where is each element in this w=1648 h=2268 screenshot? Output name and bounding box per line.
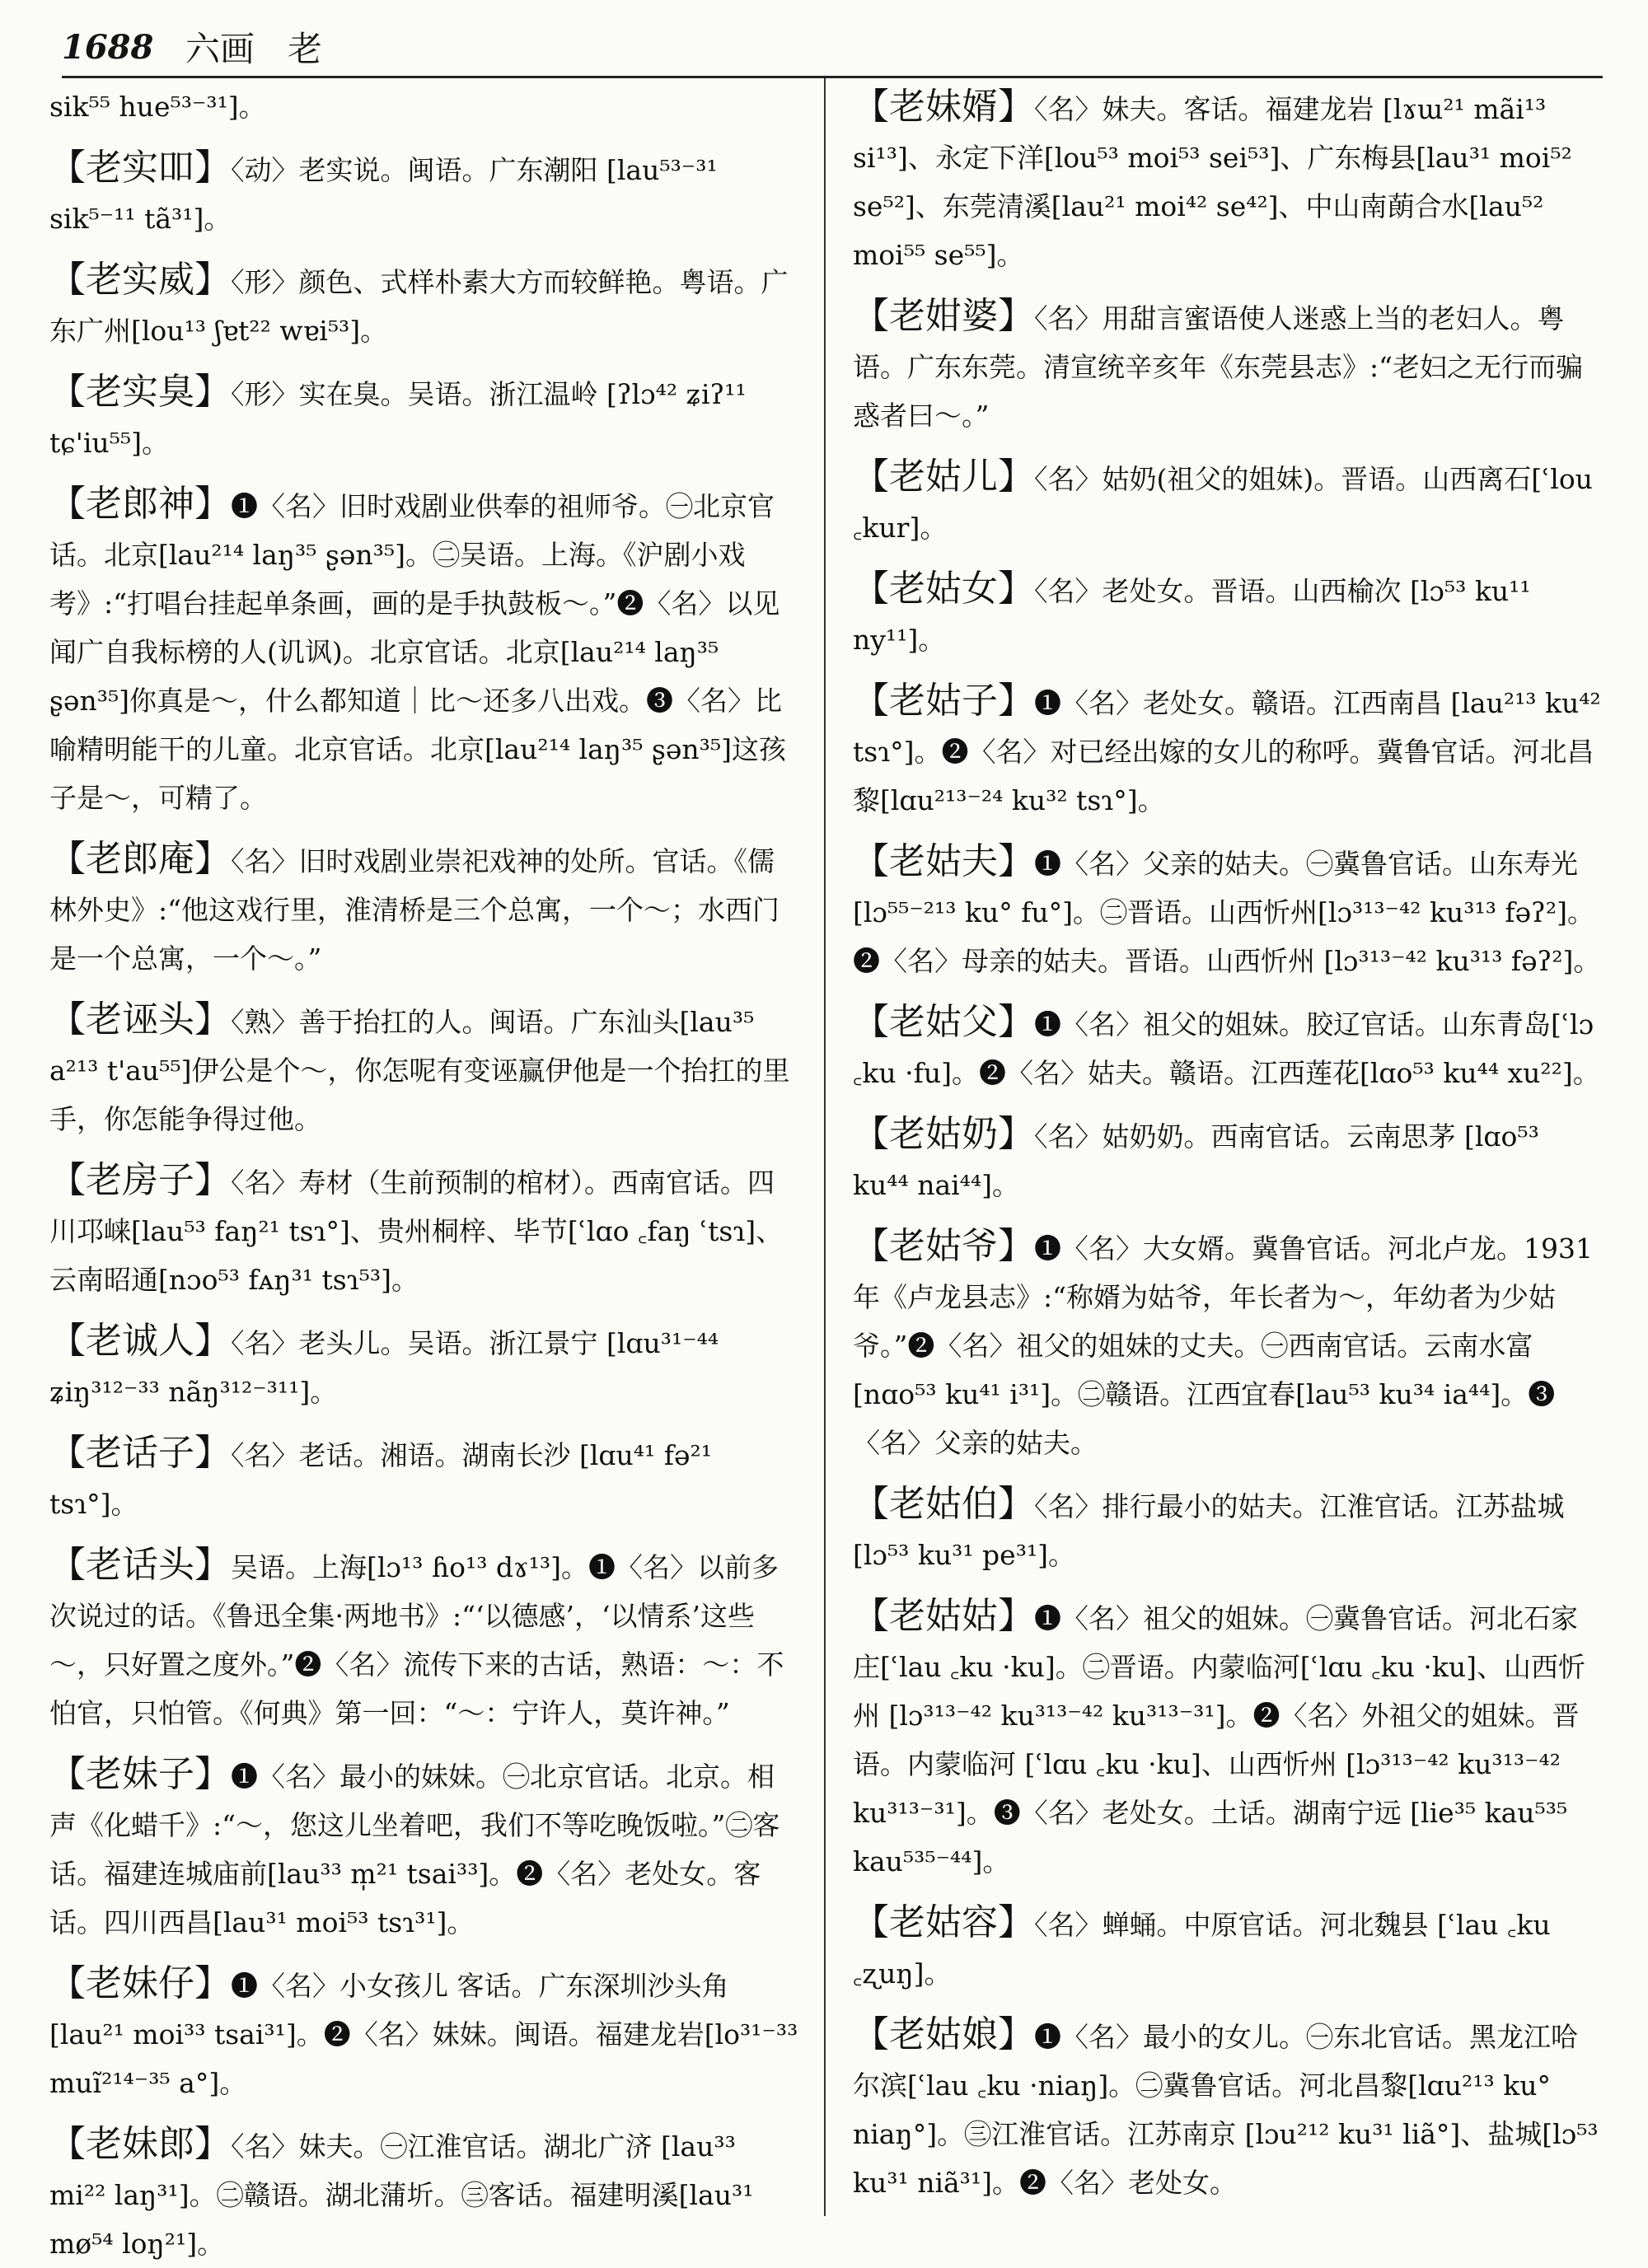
entry-definition: 〈名〉姑奶(祖父的姐妹)。晋语。山西离石[ʿlou ꜀kur]。 [853, 463, 1593, 544]
entry-definition: ❶〈名〉父亲的姑夫。㊀冀鲁官话。山东寿光[lɔ⁵⁵⁻²¹³ ku° fu°]。㊁晋语。山西忻州[lɔ³¹³⁻⁴² ku³¹³ fəʔ²]。❷〈名〉母亲的姑夫。晋语。山西忻州 [lɔ³¹³⁻⁴² ku³¹³ fəʔ²]。 [853, 848, 1601, 977]
entry-headword: 【老姑子】 [853, 680, 1034, 722]
entry-definition: 〈名〉老话。湘语。湖南长沙 [lɑu⁴¹ fə²¹ tsɿ°]。 [49, 1439, 712, 1520]
entry-definition: ❶〈名〉祖父的姐妹。胶辽官话。山东青岛[ʿlɔ ꜀ku ·fu]。❷〈名〉姑夫。赣语。江西莲花[lɑo⁵³ ku⁴⁴ xu²²]。 [853, 1008, 1600, 1089]
entry-headword: 【老姑女】 [853, 568, 1034, 610]
entry-definition: 〈名〉旧时戏剧业崇祀戏神的处所。官话。《儒林外史》:“他这戏行里，淮清桥是三个总寓，一个～；水西门是一个总寓，一个～。” [49, 845, 780, 975]
dictionary-entry [49, 835, 799, 983]
entry-headword: 【老姑姑】 [853, 1595, 1034, 1637]
entry-definition: 〈名〉妹夫。㊀江淮官话。湖北广济 [lau³³ mi²² laŋ³¹]。㊁赣语。湖北蒲圻。㊂客话。福建明溪[lau³¹ mø⁵⁴ loŋ²¹]。 [49, 2130, 754, 2260]
entry-headword: 【老话头】 [49, 1544, 231, 1586]
entry-headword: 【老妹婿】 [853, 86, 1034, 128]
dictionary-entry [853, 82, 1603, 279]
entry-headword: 【老实臭】 [49, 371, 231, 413]
dictionary-entry [853, 676, 1603, 825]
dictionary-entry [49, 1750, 799, 1947]
entry-definition: 〈名〉用甜言蜜语使人迷惑上当的老妇人。粤语。广东东莞。清宣统辛亥年《东莞县志》:“老妇之无行而骗惑者曰～。” [853, 302, 1583, 432]
left-entry-list [49, 143, 799, 2268]
dictionary-entry [853, 1480, 1603, 1579]
entry-definition: ❶〈名〉最小的女儿。㊀东北官话。黑龙江哈尔滨[ʿlau ꜀ku ·niaŋ]。㊁冀鲁官话。河北昌黎[lɑu²¹³ ku° niaŋ°]。㊂江淮官话。江苏南京 [lɔu²¹² ku³¹ liã°]、盐城[lɔ⁵³ ku³¹ niã³¹]。❷〈名〉老处女。 [853, 2021, 1599, 2199]
entry-headword: 【老郎庵】 [49, 838, 231, 880]
dictionary-entry [49, 1959, 799, 2107]
entry-definition: ❶〈名〉最小的妹妹。㊀北京官话。北京。相声《化蜡千》:“～，您这儿坐着吧，我们不等吃晚饭啦。”㊁客话。福建连城庙前[lau³³ m̩²¹ tsai³³]。❷〈名〉老处女。客话。四川西昌[lau³¹ moi⁵³ tsɿ³¹]。 [49, 1761, 780, 1938]
entry-definition: 〈熟〉善于抬扛的人。闽语。广东汕头[lau³⁵ a²¹³ t'au⁵⁵]伊公是个～，你怎呢有变诬赢伊他是一个抬扛的里手，你怎能争得过他。 [49, 1006, 790, 1135]
dictionary-entry [49, 995, 799, 1143]
entry-headword: 【老姑容】 [853, 1901, 1034, 1943]
entry-headword: 【老郎神】 [49, 483, 231, 525]
dictionary-entry [49, 1316, 799, 1416]
header-rule [62, 76, 1603, 78]
entry-headword: 【老姏婆】 [853, 295, 1034, 337]
dictionary-entry [49, 255, 799, 355]
entry-headword: 【老妹子】 [49, 1753, 231, 1795]
entry-definition: 吴语。上海[lɔ¹³ ɦo¹³ dɤ¹³]。❶〈名〉以前多次说过的话。《鲁迅全集·两地书》:“‘以德感’，‘以情系’这些～，只好置之度外。”❷〈名〉流传下来的古话，熟语：～：不怕官，只怕管。《何典》第一回：“～：宁许人，莫许神。” [49, 1551, 784, 1729]
dictionary-entry [853, 2010, 1603, 2207]
dictionary-entry [853, 564, 1603, 664]
dictionary-entry [853, 452, 1603, 552]
head-character: 老 [288, 29, 323, 69]
page-number: 1688 [62, 27, 154, 67]
entry-definition: 〈名〉蝉蛹。中原官话。河北魏县 [ʿlau ꜀ku ꜀ʐuŋ]。 [853, 1909, 1551, 1990]
entry-headword: 【老姑父】 [853, 1001, 1034, 1043]
continued-text: sik⁵⁵ hue⁵³⁻³¹]。 [49, 91, 266, 123]
entry-definition: 〈形〉颜色、式样朴素大方而较鲜艳。粤语。广东广州[lou¹³ ʃɐt²² wɐi⁵³]。 [49, 266, 789, 347]
entry-definition: 〈名〉排行最小的姑夫。江淮官话。江苏盐城[lɔ⁵³ ku³¹ pe³¹]。 [853, 1490, 1565, 1571]
dictionary-entry [49, 1156, 799, 1304]
entry-definition: 〈动〉老实说。闽语。广东潮阳 [lau⁵³⁻³¹ sik⁵⁻¹¹ tã³¹]。 [49, 154, 718, 235]
entry-definition: 〈名〉老头儿。吴语。浙江景宁 [lɑu³¹⁻⁴⁴ ʑiŋ³¹²⁻³³ nãŋ³¹²⁻³¹¹]。 [49, 1327, 719, 1408]
entry-definition: ❶〈名〉小女孩儿 客话。广东深圳沙头角[lau²¹ moi³³ tsai³¹]。❷〈名〉妹妹。闽语。福建龙岩[lo³¹⁻³³ muĩ²¹⁴⁻³⁵ a°]。 [49, 1970, 798, 2099]
running-header [62, 18, 1603, 76]
left-column [49, 82, 799, 2260]
entry-headword: 【老话子】 [49, 1432, 231, 1474]
entry-definition: ❶〈名〉旧时戏剧业供奉的祖师爷。㊀北京官话。北京[lau²¹⁴ laŋ³⁵ ʂən³⁵]。㊁吴语。上海。《沪剧小戏考》:“打唱台挂起单条画，画的是手执鼓板～。”❷〈名〉以见闻广自我标榜的人(讥讽)。北京官话。北京[lau²¹⁴ laŋ³⁵ ʂən³⁵]你真是～，什么都知道｜比～还多八出戏。❸〈名〉比喻精明能干的儿童。北京官话。北京[lau²¹⁴ laŋ³⁵ ʂən³⁵]这孩子是～，可精了。 [49, 490, 787, 814]
dictionary-entry [853, 1898, 1603, 1998]
entry-headword: 【老房子】 [49, 1159, 231, 1201]
entry-headword: 【老姑娘】 [853, 2013, 1034, 2055]
section-label: 六画 [185, 29, 255, 69]
right-entry-list [853, 82, 1603, 2207]
entry-headword: 【老姑爷】 [853, 1225, 1034, 1267]
dictionary-entry [49, 143, 799, 243]
entry-headword: 【老姑伯】 [853, 1483, 1034, 1525]
dictionary-entry [49, 479, 799, 822]
entry-headword: 【老姑夫】 [853, 840, 1034, 882]
entry-definition: 〈名〉寿材（生前预制的棺材）。西南官话。四川邛崃[lau⁵³ faŋ²¹ tsɿ°]、贵州桐梓、毕节[ʿlɑo ꜀faŋ ʿtsɿ]、云南昭通[nɔo⁵³ fᴀŋ³¹ tsɿ⁵³]。 [49, 1167, 784, 1296]
entry-definition: 〈形〉实在臭。吴语。浙江温岭 [ʔlɔ⁴² ʑiʔ¹¹ tɕ'iu⁵⁵]。 [49, 378, 747, 459]
right-column [853, 82, 1603, 2216]
entry-definition: ❶〈名〉大女婿。冀鲁官话。河北卢龙。1931年《卢龙县志》:“称婿为姑爷，年长者为～，年幼者为少姑爷。”❷〈名〉祖父的姐妹的丈夫。㊀西南官话。云南水富[nɑo⁵³ ku⁴¹ i³¹]。㊁赣语。江西宜春[lau⁵³ ku³⁴ ia⁴⁴]。❸〈名〉父亲的姑夫。 [853, 1232, 1593, 1459]
column-divider [824, 78, 826, 2216]
dictionary-entry [853, 1592, 1603, 1886]
dictionary-entry [49, 1429, 799, 1528]
entry-definition: 〈名〉老处女。晋语。山西榆次 [lɔ⁵³ ku¹¹ ny¹¹]。 [853, 575, 1531, 656]
entry-definition: 〈名〉妹夫。客话。福建龙岩 [lɤɯ²¹ mãi¹³ si¹³]、永定下洋[lou⁵³ moi⁵³ sei⁵³]、广东梅县[lau³¹ moi⁵² se⁵²]、东莞清溪[lau²¹ moi⁴² se⁴²]、中山南蓢合水[lau⁵² moi⁵⁵ se⁵⁵]。 [853, 93, 1572, 271]
entry-definition: ❶〈名〉老处女。赣语。江西南昌 [lau²¹³ ku⁴² tsɿ°]。❷〈名〉对已经出嫁的女儿的称呼。冀鲁官话。河北昌黎[lɑu²¹³⁻²⁴ ku³² tsɿ°]。 [853, 687, 1601, 816]
entry-headword: 【老妹仔】 [49, 1962, 231, 2004]
entry-headword: 【老实吅】 [49, 147, 231, 189]
entry-headword: 【老诬头】 [49, 998, 231, 1040]
dictionary-entry [853, 292, 1603, 440]
entry-headword: 【老姑儿】 [853, 456, 1034, 498]
dictionary-entry [49, 367, 799, 467]
dictionary-entry [853, 837, 1603, 985]
entry-headword: 【老姑奶】 [853, 1113, 1034, 1155]
dictionary-entry [853, 1110, 1603, 1209]
entry-headword: 【老实威】 [49, 259, 231, 301]
dictionary-entry [49, 1541, 799, 1737]
dictionary-entry [49, 2120, 799, 2268]
dictionary-entry [853, 998, 1603, 1097]
entry-headword: 【老妹郎】 [49, 2123, 231, 2165]
entry-definition: ❶〈名〉祖父的姐妹。㊀冀鲁官话。河北石家庄[ʿlau ꜀ku ·ku]。㊁晋语。内蒙临河[ʿlɑu ꜀ku ·ku]、山西忻州 [lɔ³¹³⁻⁴² ku³¹³⁻⁴² ku³¹³⁻³¹]。❷〈名〉外祖父的姐妹。晋语。内蒙临河 [ʿlɑu ꜀ku ·ku]、山西忻州 [lɔ³¹³⁻⁴² ku³¹³⁻⁴² ku³¹³⁻³¹]。❸〈名〉老处女。土话。湖南宁远 [lie³⁵ kau⁵³⁵ kau⁵³⁵⁻⁴⁴]。 [853, 1602, 1585, 1878]
entry-headword: 【老诚人】 [49, 1320, 231, 1362]
entry-definition: 〈名〉姑奶奶。西南官话。云南思茅 [lɑo⁵³ ku⁴⁴ nai⁴⁴]。 [853, 1120, 1539, 1201]
dictionary-entry [853, 1222, 1603, 1467]
